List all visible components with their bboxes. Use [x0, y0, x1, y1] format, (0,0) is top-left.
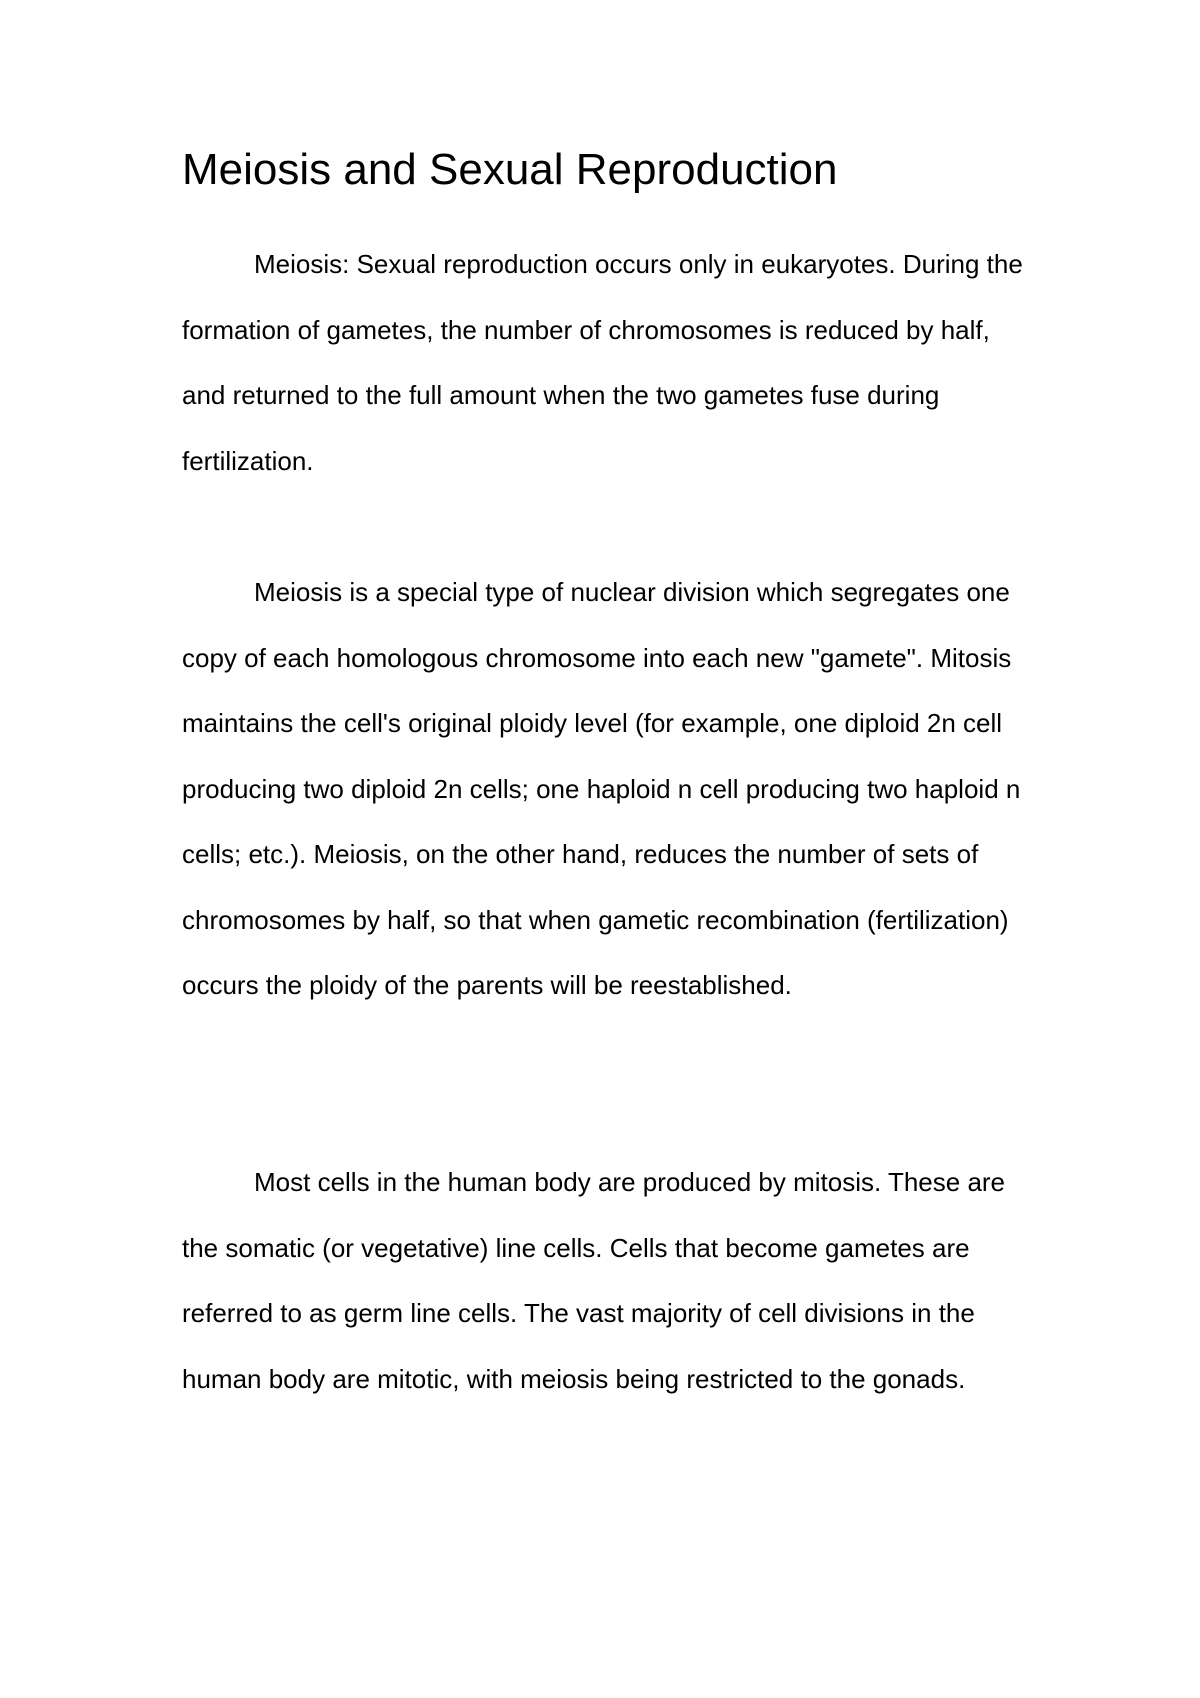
paragraph-meiosis-intro: Meiosis: Sexual reproduction occurs only in eukaryotes. During the formation of gametes, the number of chromosomes is reduced by half, and returned to the full amount when the two gametes fuse during fertilization. [182, 249, 1023, 476]
paragraph-human-cells: Most cells in the human body are produced by mitosis. These are the somatic (or vegetative) line cells. Cells that become gametes are referred to as germ line cells. The vast majority of cell divisions in the human body are mitotic, with meiosis being restricted to the gonads. [182, 1167, 1006, 1394]
document-title: Meiosis and Sexual Reproduction [182, 145, 838, 194]
paragraph-meiosis-division: Meiosis is a special type of nuclear division which segregates one copy of each homologous chromosome into each new "gamete". Mitosis maintains the cell's original ploidy level (for example, one diploid 2n cell producing two diploid 2n cells; one haploid n cell producing two haploid n cells; etc.). Meiosis, on the other hand, reduces the number of sets of chromosomes by half, so that when gametic recombination (fertilization) occurs the ploidy of the parents will be reestablished. [182, 577, 1021, 1000]
